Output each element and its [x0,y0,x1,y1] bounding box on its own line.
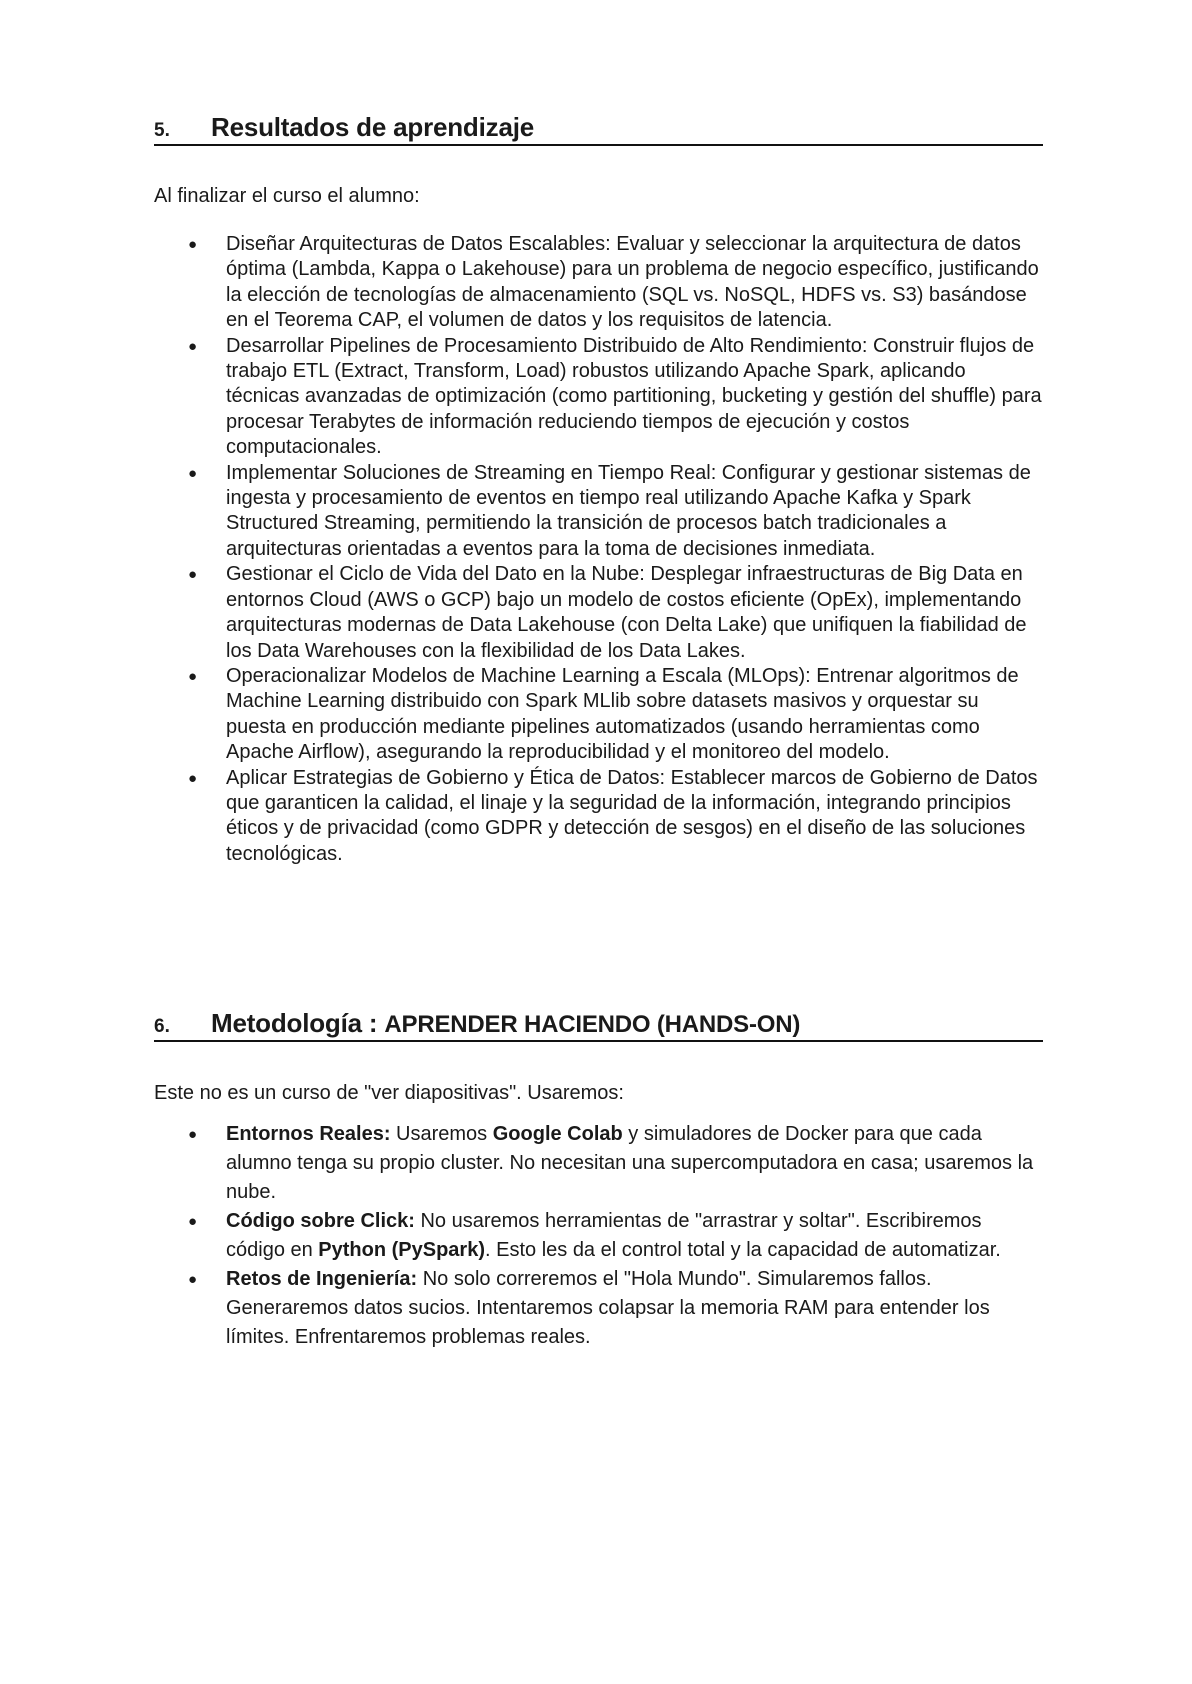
list-item-emphasis: Python (PySpark) [318,1239,485,1261]
list-item-text: Aplicar Estrategias de Gobierno y Ética de Datos: Establecer marcos de Gobierno de Datos que garanticen la calidad, el linaje y la seguridad de la información, integrando principios éticos y de privacidad (como GDPR y detección de sesgos) en el diseño de las soluciones tecnológicas. [226,766,1038,865]
list-item [154,664,1044,766]
list-item-text: Implementar Soluciones de Streaming en Tiempo Real: Configurar y gestionar sistemas de ingesta y procesamiento de eventos en tiempo real utilizando Apache Kafka y Spark Structured Streaming, permitiendo la transición de procesos batch tradicionales a arquitecturas orientadas a eventos para la toma de decisiones inmediata. [226,461,1031,560]
bullet-icon: ● [188,566,198,584]
list-item [154,461,1044,563]
list-item [154,562,1044,664]
list-item [154,766,1044,868]
list-item [154,1207,1044,1265]
bullet-icon: ● [188,1213,198,1230]
section-5-heading [154,112,1043,146]
list-item [154,232,1044,334]
bullet-icon: ● [188,1271,198,1288]
methodology-list [154,1120,1044,1352]
section-6-intro: Este no es un curso de "ver diapositivas". Usaremos: [154,1082,624,1104]
list-item [154,1120,1044,1207]
section-6-number: 6. [154,1016,170,1037]
bullet-icon: ● [188,464,198,482]
list-item-text: Usaremos [390,1123,493,1145]
learning-outcomes-list [154,232,1044,867]
bullet-icon: ● [188,769,198,787]
list-item-text: Diseñar Arquitecturas de Datos Escalables: Evaluar y seleccionar la arquitectura de datos óptima (Lambda, Kappa o Lakehouse) para un problema de negocio específico, justificando la elección de tecnologías de almacenamiento (SQL vs. NoSQL, HDFS vs. S3) basándose en el Teorema CAP, el volumen de datos y los requisitos de latencia. [226,233,1039,332]
section-5-number: 5. [154,120,170,141]
bullet-icon: ● [188,337,198,355]
list-item-emphasis: Google Colab [492,1123,623,1145]
section-6-title-main: Metodología : [211,1008,378,1038]
bullet-icon: ● [188,236,198,253]
list-item-label: Entornos Reales: [226,1123,391,1145]
list-item [154,1265,1044,1352]
list-item-label: Retos de Ingeniería: [226,1268,418,1290]
section-6-heading [154,1008,1043,1042]
list-item-text: Gestionar el Ciclo de Vida del Dato en la Nube: Desplegar infraestructuras de Big Data en entornos Cloud (AWS o GCP) bajo un modelo de costos eficiente (OpEx), implementando arquitecturas modernas de Data Lakehouse (con Delta Lake) que unifiquen la fiabilidad de los Data Warehouses con la flexibilidad de los Data Lakes. [226,563,1027,662]
bullet-icon: ● [188,667,198,685]
list-item [154,334,1044,461]
list-item-text: Desarrollar Pipelines de Procesamiento Distribuido de Alto Rendimiento: Construir flujos de trabajo ETL (Extract, Transform, Load) robustos utilizando Apache Spark, aplicando técnicas avanzadas de optimización (como partitioning, bucketing y gestión del shuffle) para procesar Terabytes de información reduciendo tiempos de ejecución y costos computacionales. [226,334,1042,459]
bullet-icon: ● [188,1126,198,1143]
list-item-text: y simuladores de Docker para que cada alumno tenga su propio cluster. No necesitan una supercomputadora en casa; usaremos la nube. [226,1123,1034,1203]
list-item-text: No usaremos herramientas de "arrastrar y soltar". Escribiremos código en [226,1210,982,1261]
section-6-title-rest: APRENDER HACIENDO (HANDS-ON) [384,1011,801,1038]
list-item-label: Código sobre Click: [226,1210,415,1232]
section-5-title: Resultados de aprendizaje [211,112,534,142]
section-5-intro: Al finalizar el curso el alumno: [154,185,420,207]
section-6-title [211,1008,800,1039]
list-item-text: No solo correremos el "Hola Mundo". Simularemos fallos. Generaremos datos sucios. Intentaremos colapsar la memoria RAM para entender los límites. Enfrentaremos problemas reales. [226,1268,990,1348]
list-item-text: . Esto les da el control total y la capacidad de automatizar. [485,1239,1001,1261]
list-item-text: Operacionalizar Modelos de Machine Learning a Escala (MLOps): Entrenar algoritmos de Machine Learning distribuido con Spark MLlib sobre datasets masivos y orquestar su puesta en producción mediante pipelines automatizados (usando herramientas como Apache Airflow), asegurando la reproducibilidad y el monitoreo del modelo. [226,664,1019,764]
